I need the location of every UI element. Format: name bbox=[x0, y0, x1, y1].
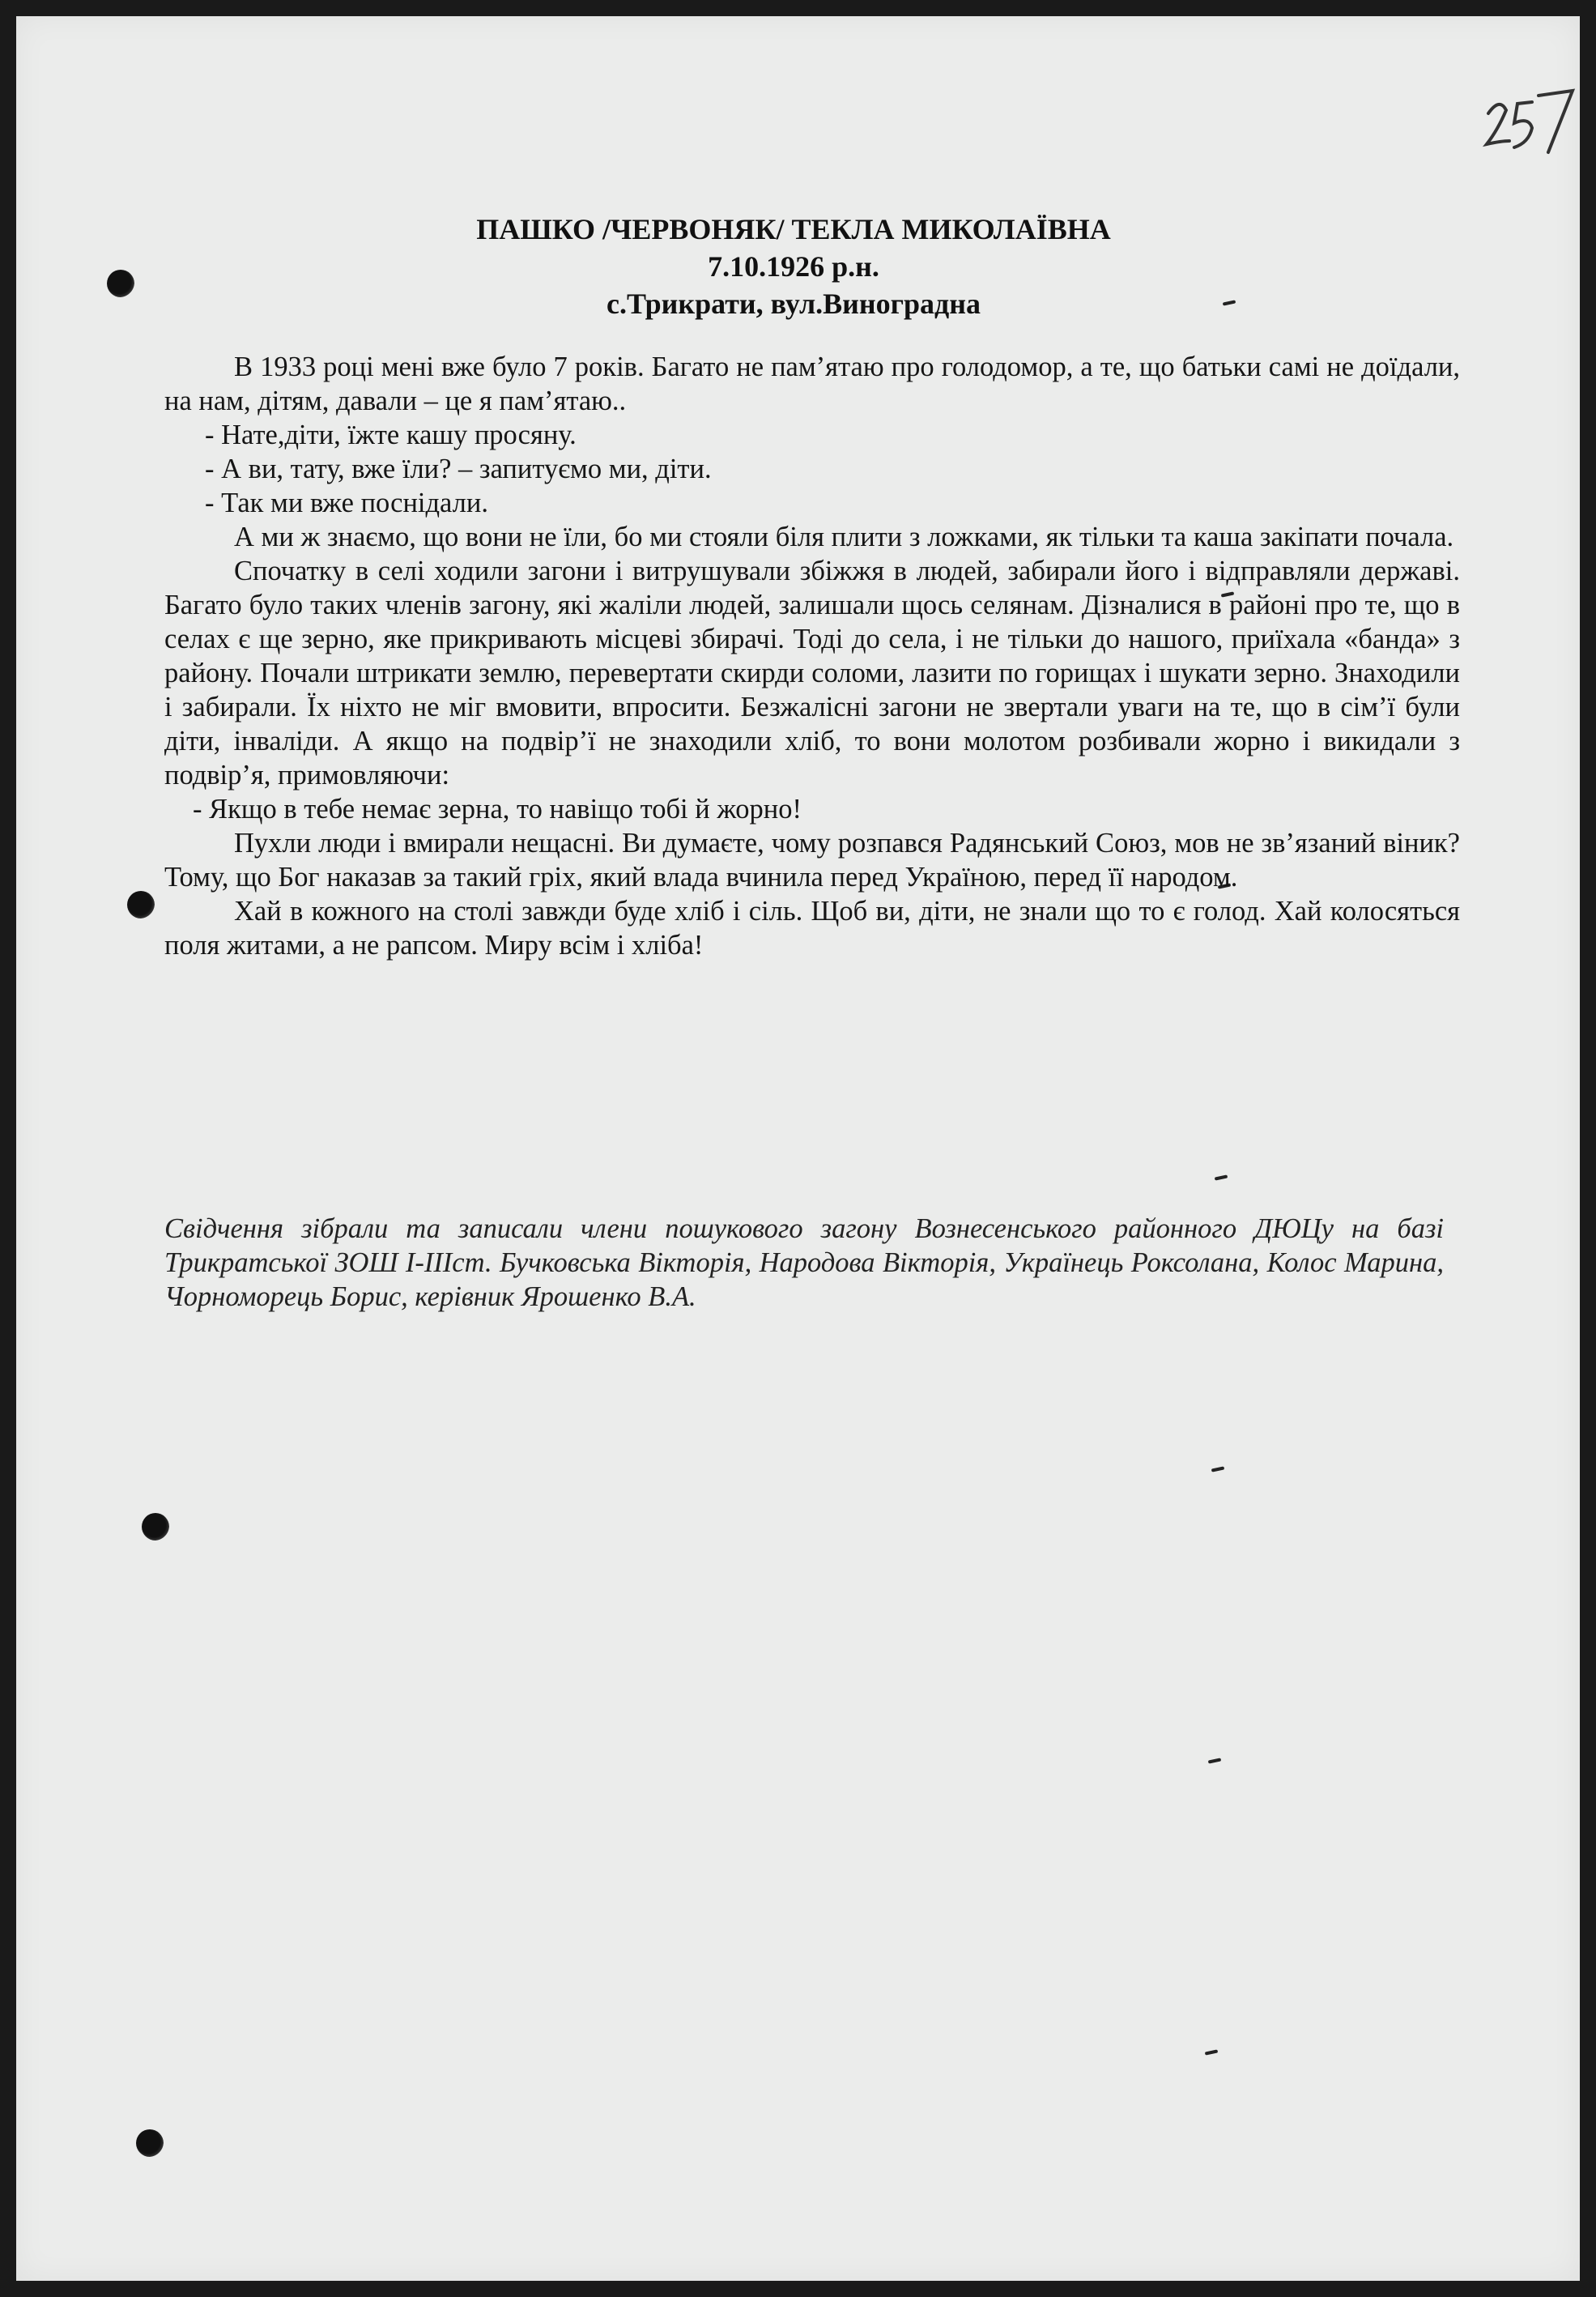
paragraph: Хай в кожного на столі завжди буде хліб і сіль. Щоб ви, діти, не знали що то є голод. Хай колосяться поля житами, а не рапсом. Миру всім і хліба! bbox=[164, 896, 1460, 961]
document-page bbox=[16, 16, 1580, 2281]
paragraph: Спочатку в селі ходили загони і витрушували збіжжя в людей, забирали його і відправляли державі. Багато було таких членів загону, які жаліли людей, залишали щось селянам. Дізналися в районі про те, що в селах є ще зерно, яке прикривають місцеві збирачі. Тоді до села, і не тільки до нашого, приїхала «банда» з району. Почали штрикати землю, перевертати скирди соломи, лазити по горищах і шукати зерно. Знаходили і забирали. Їх ніхто не міг вмовити, впросити. Безжалісні загони не звертали уваги на те, що в сім’ї були діти, інваліди. А якщо на подвір’ї не знаходили хліб, то вони молотом розбивали жорно і викидали з подвір’я, примовляючи: bbox=[164, 556, 1460, 791]
scan-mark bbox=[1205, 2049, 1218, 2055]
document-header bbox=[146, 211, 1441, 322]
scan-mark bbox=[1211, 1466, 1224, 1472]
punch-hole bbox=[136, 2129, 164, 2157]
punch-hole bbox=[107, 270, 134, 297]
birth-date: 7.10.1926 р.н. bbox=[708, 250, 879, 283]
scan-mark bbox=[1208, 1758, 1221, 1763]
testimony-text bbox=[164, 350, 1460, 962]
dialogue-line: - Якщо в тебе немає зерна, то навіщо тобі й жорно! bbox=[193, 794, 802, 825]
dialogue-line: - А ви, тату, вже їли? – запитуємо ми, діти. bbox=[205, 454, 712, 484]
dialogue-line: - Так ми вже поснідали. bbox=[205, 488, 488, 518]
credits-note: Свідчення зібрали та записали члени пошукового загону Вознесенського районного ДЮЦу на базі Трикратської ЗОШ І-ІІІст. Бучковська Вікторія, Народова Вікторія, Українець Роксолана, Колос Марина, Чорноморець Борис, керівник Ярошенко В.А. bbox=[164, 1213, 1444, 1312]
scan-mark bbox=[1215, 1174, 1228, 1180]
paragraph: Пухли люди і вмирали нещасні. Ви думаєте, чому розпався Радянський Союз, мов не зв’язаний віник? Тому, що Бог наказав за такий гріх, який влада вчинила перед Україною, перед її народом. bbox=[164, 828, 1460, 893]
dialogue-line: - Нате,діти, їжте кашу просяну. bbox=[205, 420, 577, 450]
punch-hole bbox=[127, 891, 155, 918]
handwritten-page-number bbox=[1482, 81, 1579, 162]
address: с.Трикрати, вул.Виноградна bbox=[606, 288, 981, 320]
paragraph: А ми ж знаємо, що вони не їли, бо ми стояли біля плити з ложками, як тільки та каша закіпати почала. bbox=[234, 522, 1454, 552]
punch-hole bbox=[142, 1513, 169, 1541]
paragraph: В 1933 році мені вже було 7 років. Багато не пам’ятаю про голодомор, а те, що батьки самі не доїдали, на нам, дітям, давали – це я пам’ятаю.. bbox=[164, 352, 1460, 416]
person-name: ПАШКО /ЧЕРВОНЯК/ ТЕКЛА МИКОЛАЇВНА bbox=[476, 213, 1111, 245]
